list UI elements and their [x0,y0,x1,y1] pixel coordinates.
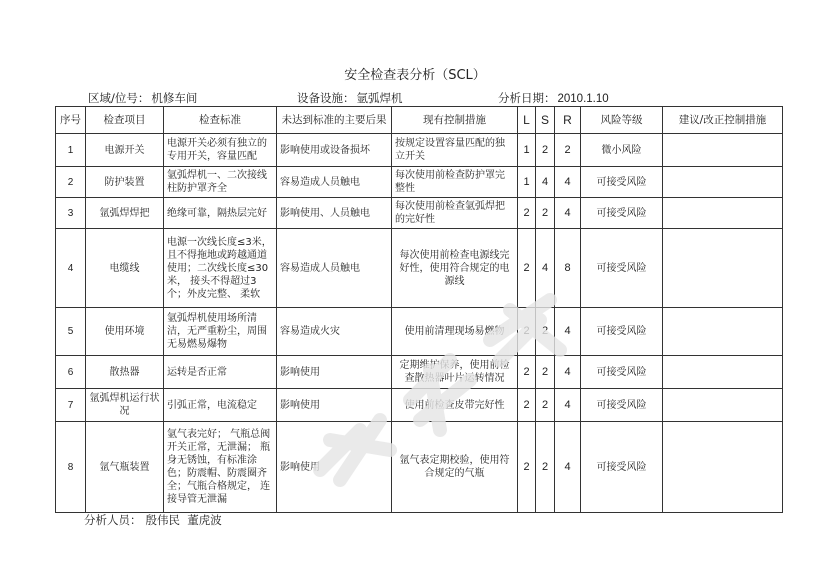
cell-consequence: 影响使用 [277,422,392,513]
cell-item: 电缆线 [86,229,164,308]
cell-control: 氩气表定期校验，使用符合规定的气瓶 [392,422,518,513]
date-label: 分析日期： [498,91,556,105]
cell-l: 2 [518,389,536,422]
cell-s: 4 [536,167,555,198]
cell-s: 2 [536,422,555,513]
table-row [56,198,783,229]
header-s: S [536,107,555,134]
cell-suggestion [663,356,783,389]
cell-consequence: 影响使用或设备损坏 [277,134,392,167]
cell-standard: 氩弧焊机一、二次接线柱防护罩齐全 [164,167,277,198]
cell-suggestion [663,167,783,198]
cell-r: 4 [555,356,581,389]
table-row [56,389,783,422]
cell-consequence: 容易造成人员触电 [277,167,392,198]
header-standard: 检查标准 [164,107,277,134]
cell-item: 使用环境 [86,308,164,356]
header-l: L [518,107,536,134]
cell-risk: 可接受风险 [581,389,663,422]
cell-suggestion [663,198,783,229]
cell-consequence: 容易造成人员触电 [277,229,392,308]
cell-l: 2 [518,422,536,513]
cell-item: 电源开关 [86,134,164,167]
cell-item: 散热器 [86,356,164,389]
cell-control: 使用前清理现场易燃物 [392,308,518,356]
header-item: 检查项目 [86,107,164,134]
cell-risk: 可接受风险 [581,356,663,389]
cell-control: 每次使用前检查防护罩完整性 [392,167,518,198]
cell-standard: 运转是否正常 [164,356,277,389]
cell-risk: 可接受风险 [581,198,663,229]
cell-standard: 氩弧焊机使用场所清洁，无严重粉尘，周围无易燃易爆物 [164,308,277,356]
cell-s: 2 [536,134,555,167]
cell-risk: 微小风险 [581,134,663,167]
checklist-table [55,106,783,513]
cell-control: 每次使用前检查氩弧焊把的完好性 [392,198,518,229]
cell-r: 2 [555,134,581,167]
cell-r: 4 [555,389,581,422]
cell-l: 1 [518,167,536,198]
header-r: R [555,107,581,134]
cell-s: 2 [536,308,555,356]
cell-consequence: 容易造成火灾 [277,308,392,356]
document-title: 安全检查表分析（SCL） [344,68,486,83]
cell-l: 2 [518,308,536,356]
header-control: 现有控制措施 [392,107,518,134]
table-row [56,134,783,167]
table-row [56,356,783,389]
cell-no: 6 [56,356,86,389]
cell-suggestion [663,389,783,422]
header-risk: 风险等级 [581,107,663,134]
analyst-names: 殷伟民 董虎波 [145,513,222,527]
cell-no: 4 [56,229,86,308]
header-no: 序号 [56,107,86,134]
cell-control: 每次使用前检查电源线完好性，使用符合规定的电源线 [392,229,518,308]
cell-risk: 可接受风险 [581,308,663,356]
cell-r: 4 [555,167,581,198]
cell-s: 2 [536,198,555,229]
area-field [88,90,197,106]
cell-control: 按规定设置容量匹配的独立开关 [392,134,518,167]
cell-l: 2 [518,229,536,308]
cell-standard: 绝缘可靠，隔热层完好 [164,198,277,229]
cell-no: 5 [56,308,86,356]
cell-l: 2 [518,198,536,229]
cell-no: 1 [56,134,86,167]
cell-l: 2 [518,356,536,389]
equipment-label: 设备设施： [297,91,355,105]
area-label: 区域/位号： [88,91,150,105]
cell-consequence: 影响使用 [277,356,392,389]
cell-risk: 可接受风险 [581,229,663,308]
cell-no: 7 [56,389,86,422]
equipment-value: 氩弧焊机 [356,91,403,105]
table-row [56,308,783,356]
cell-item: 氩弧焊机运行状况 [86,389,164,422]
cell-r: 4 [555,422,581,513]
cell-risk: 可接受风险 [581,422,663,513]
cell-standard: 电源开关必须有独立的专用开关，容量匹配 [164,134,277,167]
cell-standard: 氩气表完好； 气瓶总阀开关正常，无泄漏； 瓶身无锈蚀，有标准涂色；防震帽、防震圈齐全；气瓶合格规定， 连接导管无泄漏 [164,422,277,513]
table-row [56,422,783,513]
cell-s: 2 [536,389,555,422]
table-row [56,229,783,308]
cell-control: 使用前检查皮带完好性 [392,389,518,422]
cell-item: 防护装置 [86,167,164,198]
cell-no: 2 [56,167,86,198]
cell-standard: 电源一次线长度≤3米，且不得拖地或跨越通道使用；二次线长度≤30米， 接头不得超过3个；外皮完整、 柔软 [164,229,277,308]
cell-suggestion [663,422,783,513]
date-value: 2010.1.10 [557,93,609,105]
cell-no: 3 [56,198,86,229]
table-header-row [56,107,783,134]
cell-suggestion [663,308,783,356]
cell-item: 氩气瓶装置 [86,422,164,513]
cell-no: 8 [56,422,86,513]
cell-risk: 可接受风险 [581,167,663,198]
table-row [56,167,783,198]
cell-r: 4 [555,198,581,229]
cell-suggestion [663,134,783,167]
cell-suggestion [663,229,783,308]
cell-consequence: 影响使用 [277,389,392,422]
date-field [498,90,609,106]
cell-consequence: 影响使用、人员触电 [277,198,392,229]
cell-s: 2 [536,356,555,389]
cell-standard: 引弧正常，电流稳定 [164,389,277,422]
equipment-field [297,90,403,106]
header-consequence: 未达到标准的主要后果 [277,107,392,134]
cell-s: 4 [536,229,555,308]
area-value: 机修车间 [151,91,198,105]
cell-item: 氩弧焊焊把 [86,198,164,229]
header-suggestion: 建议/改正控制措施 [663,107,783,134]
analyst-label: 分析人员： [84,513,142,527]
analyst-line [84,512,226,528]
cell-r: 4 [555,308,581,356]
cell-r: 8 [555,229,581,308]
cell-control: 定期维护保养，使用前检查散热器叶片运转情况 [392,356,518,389]
cell-l: 1 [518,134,536,167]
